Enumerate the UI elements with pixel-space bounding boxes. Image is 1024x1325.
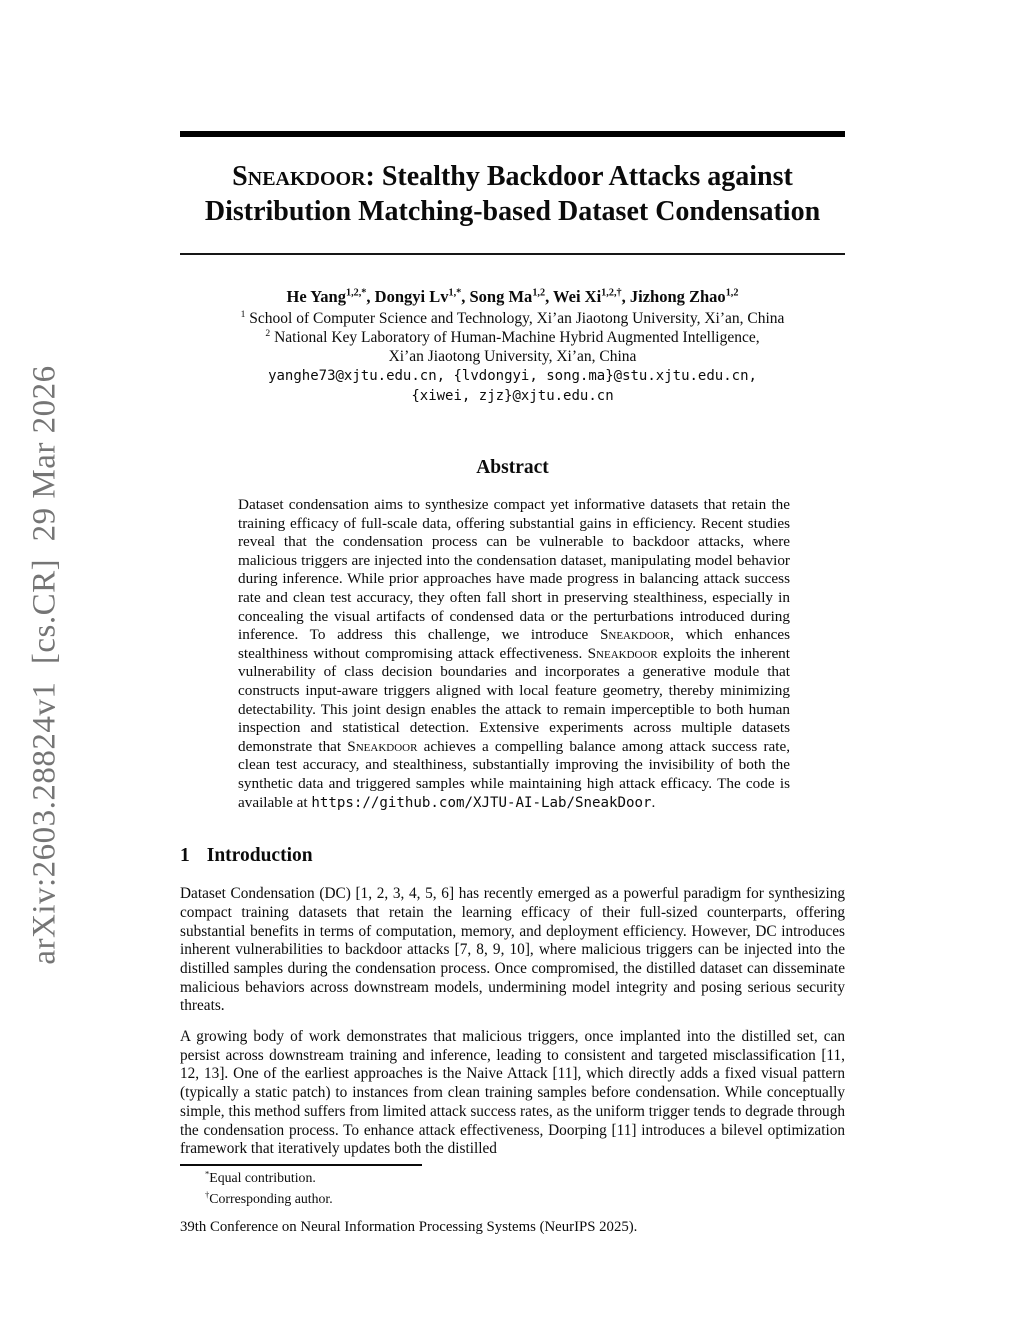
text-segment: , which enhances stealthiness without compromising attack effectiveness. bbox=[238, 626, 790, 662]
text-segment: Equal contribution. bbox=[209, 1169, 316, 1185]
text-segment: Dataset condensation aims to synthesize compact yet informative datasets that retain the training efficacy of full-scale data, offering substantial gains in efficiency. Recent studies reveal that the condensation process can be vulnerable to backdoor attacks, where malicious triggers are injected into the condensation dataset, manipulating model behavior during inference. While prior approaches have made progress in balancing attack success rate and clean test accuracy, they often fall short in preserving stealthiness, especially in concealing the visual artifacts of condensed data or the perturbations introduced during inference. To address this challenge, we introduce bbox=[238, 496, 790, 644]
arxiv-watermark bbox=[14, 345, 76, 985]
smallcaps-text: Sneakdoor bbox=[347, 737, 418, 755]
superscript: 1,2,* bbox=[345, 287, 367, 299]
affiliation-2-continued: Xi’an Jiaotong University, Xi’an, China bbox=[388, 348, 637, 365]
section-number: 1 bbox=[180, 845, 190, 867]
text-segment: National Key Laboratory of Human-Machine Hybrid Augmented Intelligence, bbox=[270, 329, 760, 346]
arxiv-watermark-text: arXiv:2603.28824v1 [cs.CR] 29 Mar 2026 bbox=[26, 365, 63, 965]
superscript: 1,2 bbox=[532, 287, 546, 299]
superscript: 1,* bbox=[448, 287, 462, 299]
text-segment: He Yang bbox=[286, 287, 346, 306]
footnote-equal-contribution bbox=[180, 1169, 845, 1187]
text-segment: , Wei Xi bbox=[545, 287, 602, 306]
author-emails-line1: yanghe73@xjtu.edu.cn, {lvdongyi, song.ma}@stu.xjtu.edu.cn, bbox=[268, 368, 757, 384]
paper-title-line2: Distribution Matching-based Dataset Condensation bbox=[204, 196, 821, 227]
superscript: * bbox=[205, 1168, 210, 1179]
content-column bbox=[180, 0, 845, 1237]
text-segment: , Jizhong Zhao bbox=[621, 287, 726, 306]
footnote-rule bbox=[180, 1164, 422, 1166]
conference-line: 39th Conference on Neural Information Processing Systems (NeurIPS 2025). bbox=[180, 1218, 638, 1235]
superscript: 1,2,† bbox=[601, 287, 622, 299]
header-rule-top bbox=[180, 131, 845, 137]
text-segment: . bbox=[651, 793, 656, 811]
abstract-text bbox=[238, 496, 790, 812]
text-segment: Corresponding author. bbox=[209, 1190, 333, 1206]
mono-text: https://github.com/XJTU-AI-Lab/SneakDoor bbox=[311, 794, 652, 811]
author-block bbox=[180, 285, 845, 406]
author-names bbox=[180, 285, 845, 309]
affiliation-2 bbox=[180, 328, 845, 347]
introduction-paragraph-1: Dataset Condensation (DC) [1, 2, 3, 4, 5, 6] has recently emerged as a powerful paradigm for synthesizing compact training datasets that retain the learning efficacy of their full-sized counterparts, offering substantial benefits in terms of computation, memory, and deployment efficiency. However, DC introduces inherent vulnerabilities to backdoor attacks [7, 8, 9, 10], where malicious triggers can be injected into the distilled samples during the condensation process. Once compromised, the distilled dataset can disseminate malicious behaviors across downstream models, undermining model integrity and posing serious security threats. bbox=[180, 885, 845, 1015]
affiliation-1 bbox=[180, 309, 845, 328]
footnote-corresponding-author bbox=[180, 1190, 845, 1208]
text-segment: , Song Ma bbox=[461, 287, 533, 306]
text-segment: : Stealthy Backdoor Attacks against bbox=[365, 161, 793, 192]
superscript: 1,2 bbox=[725, 287, 739, 299]
superscript: 2 bbox=[265, 327, 271, 339]
smallcaps-text: Sneakdoor bbox=[232, 161, 366, 192]
abstract-heading: Abstract bbox=[476, 457, 549, 478]
text-segment: School of Computer Science and Technology, Xi’an Jiaotong University, Xi’an, China bbox=[245, 310, 785, 327]
paper-title bbox=[180, 159, 845, 229]
text-segment: exploits the inherent vulnerability of class decision boundaries and incorporates a generative module that constructs input-aware triggers aligned with local feature geometry, thereby minimizing detectability. This joint design enables the attack to remain imperceptible to both human inspection and statistical detection. Extensive experiments across multiple datasets demonstrate that bbox=[238, 644, 790, 755]
section-heading-introduction bbox=[180, 844, 845, 868]
superscript: 1 bbox=[240, 308, 246, 320]
text-segment: achieves a compelling balance among attack success rate, clean test accuracy, and stealthiness, substantially improving the invisibility of both the synthetic data and triggered samples while maintaining high attack efficacy. The code is available at bbox=[238, 737, 790, 811]
smallcaps-text: Sneakdoor bbox=[587, 644, 658, 662]
superscript: † bbox=[205, 1189, 210, 1200]
paper-title-line1 bbox=[232, 161, 793, 192]
header-rule-bottom bbox=[180, 253, 845, 255]
section-title: Introduction bbox=[206, 845, 313, 867]
smallcaps-text: Sneakdoor bbox=[599, 626, 671, 644]
author-emails-line2: {xiwei, zjz}@xjtu.edu.cn bbox=[411, 388, 614, 404]
text-segment: , Dongyi Lv bbox=[366, 287, 449, 306]
introduction-paragraph-2: A growing body of work demonstrates that malicious triggers, once implanted into the distilled set, can persist across downstream training and inference, leading to consistent and targeted misclassification [11, 12, 13]. One of the earliest approaches is the Naive Attack [11], which directly adds a fixed visual pattern (typically a static patch) to instances from clean training samples before condensation. While conceptually simple, this method suffers from limited attack success rates, as the uniform trigger tends to degrade through the condensation process. To enhance attack effectiveness, Doorping [11] introduces a bilevel optimization framework that iteratively updates both the distilled bbox=[180, 1028, 845, 1158]
